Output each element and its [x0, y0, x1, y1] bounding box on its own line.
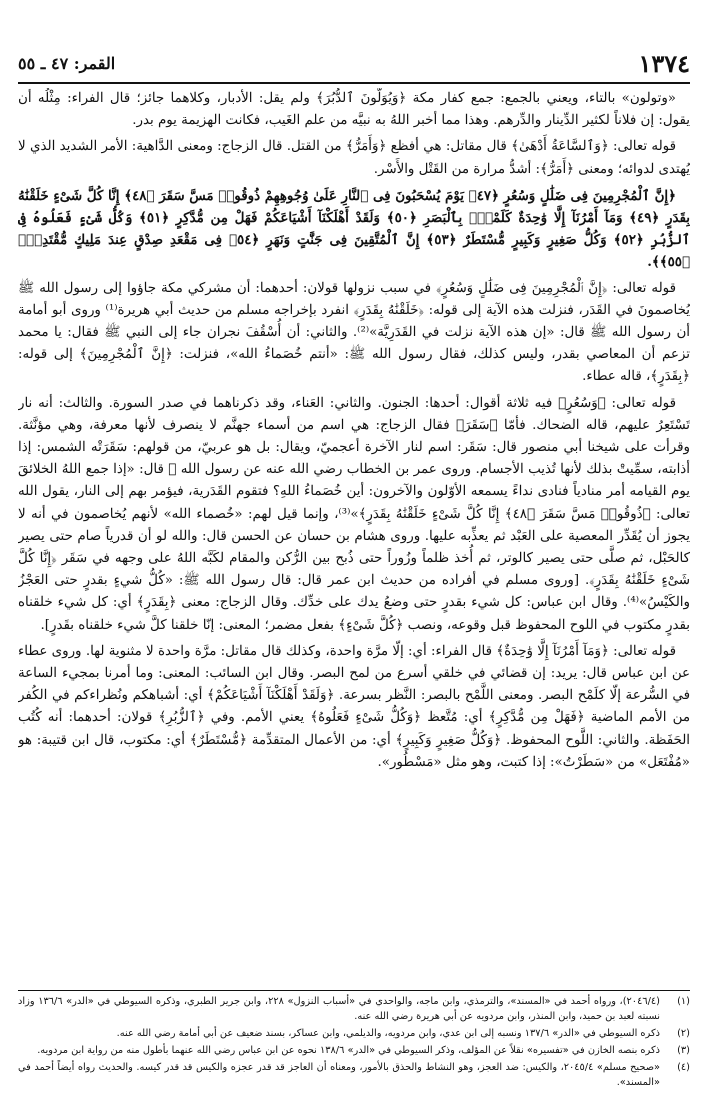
footnote-2	[18, 1026, 690, 1041]
footnote-text: «صحيح مسلم» ٢٠٤٥/٤، والكيس: ضد العجز، وهو النشاط والحذق بالأمور، ومعناه أن العاجز قد قدر عجزه والكيس قد قدر كيسه. والحديث رواه أيضاً أحمد في «المسند».	[18, 1062, 661, 1088]
paragraph-2: قوله تعالى: ﴿وَٱلسَّاعَةُ أَدْهَىٰ﴾ قال مقاتل: هي أفظع ﴿وَأَمَرُّ﴾ من القتل. قال الزجاج: ومعنى الدَّاهية: الأمر الشديد الذي لا يُهتدى لدوائه؛ ومعنى ﴿أَمَرُّ﴾: أشدُّ مرارة من القَتْل والأَسْر.	[18, 139, 690, 177]
header-divider	[18, 82, 690, 84]
footnote-3	[18, 1043, 690, 1058]
page-number: ١٣٧٤	[638, 48, 690, 78]
footnote-number: (٤)	[677, 1062, 690, 1073]
paragraph-3: قوله تعالى: ﴿إِنَّ ٱلْمُجْرِمِينَ فِى ضَلَٰلٍ وَسُعُرٍ﴾ في سبب نزولها قولان: أحدهما: أن مشركي مكة جاؤوا إلى رسول الله ﷺ يُخاصمونَ في القَدَر، فنزلت هذه الآية إلى قوله: ﴿خَلَقْنَٰهُ بِقَدَرٍ﴾ انفرد بإخراجه مسلم من حديث أبي هريرة⁽¹⁾ وروى أبو أمامة أن رسول الله ﷺ قال: «إن هذه الآية نزلت في القَدَرِيَّة»⁽²⁾. والثاني: أن أُسْقُفَ نجران جاء إلى النبي ﷺ فقال: يا محمد تزعم أن المعاصي بقدر، وليس كذلك، فقال رسول الله ﷺ: «أنتم خُصَماءُ الله»، فنزلت: ﴿إِنَّ ٱلْمُجْرِمِينَ﴾ إلى قوله: ﴿بِقَدَرٍ﴾، قاله عطاء.	[18, 280, 690, 385]
footnote-divider	[18, 990, 690, 991]
paragraph-5: قوله تعالى: ﴿وَمَآ أَمْرُنَآ إِلَّا وَٰحِدَةٌ﴾ قال الفراء: أي: إلّا مرَّة واحدة، وكذلك قال مقاتل: مرَّة واحدة لا مثنوية لها. وروى عطاء عن ابن عباس قال: يريد: إن قضائي في خلقي أسرع من لمح البصر. وقال ابن السائب: المعنى: وما أمرنا بمجيء الساعة في السُّرعة إلّا كلَمْح البصر. ومعنى اللَّمْح بالبصر: النَّظر بسرعة. ﴿وَلَقَدْ أَهْلَكْنَآ أَشْيَاعَكُمْ﴾ أي: أشباهكم ونُظراءكم في الكُفر من الأمم الماضية ﴿فَهَلْ مِن مُّدَّكِرٍ﴾ أي: مُتَّعظ ﴿وَكُلُّ شَىْءٍ فَعَلُوهُ﴾ يعني الأمم. وفي ﴿ٱلزُّبُرِ﴾ قولان: أحدهما: أنه كُتُب الحَفَظة. والثاني: اللَّوح المحفوظ. ﴿وَكُلُّ صَغِيرٍ وَكَبِيرٍ﴾ أي: من الأعمال المتقدِّمة ﴿مُّسْتَطَرٌ﴾ أي: مكتوب، قال ابن قتيبة: هو «مُفْتَعَل» من «سَطَرْتُ»: إذا كتبت، وهو مثل «مَسْطُور».	[18, 643, 690, 770]
footnote-text: ذكره بنصه الخازن في «تفسيره» نقلاً عن المؤلف، وذكر السيوطي في «الدر» ١٣٨/٦ نحوه عن ابن عباس رضي الله عنهما بأطول منه من رواية ابن مردويه.	[37, 1045, 660, 1056]
footnotes	[18, 994, 690, 1099]
commentary-body	[18, 88, 690, 986]
paragraph-1: «وتولون» بالتاء، ويعني بالجمع: جمع كفار مكة ﴿وَيُوَلُّونَ ٱلدُّبُرَ﴾ ولم يقل: الأدبار، وكلاهما جائز؛ قال الفراء: مِثْلُه أن يقول: إن فلاناً لكثير الدِّينار والدِّرهم. وهذا مما أخبر اللهُ به نبيَّه من علم الغَيب، فكانت الهزيمة يوم بدر.	[18, 91, 690, 129]
footnote-number: (٢)	[677, 1028, 690, 1039]
page-header	[18, 48, 690, 78]
footnote-text: (٢٠٤٦/٤)، ورواه أحمد في «المسند»، والترمذي، وابن ماجه، والواحدي في «أسباب النزول» ٢٢٨، وابن جرير الطبري، وذكره السيوطي في «الدر» ١٣٦/٦ وزاد نسبته لعبد بن حميد، وابن المنذر، وابن مردويه عن أبي هريرة رضي الله عنه.	[18, 996, 660, 1022]
footnote-text: ذكره السيوطي في «الدر» ١٣٧/٦ ونسبه إلى ابن عدي، وابن مردويه، والديلمي، وابن عساكر، بسند ضعيف عن أبي أمامة رضي الله عنه.	[116, 1028, 660, 1039]
footnote-number: (١)	[677, 996, 690, 1007]
quran-verses-block: ﴿إِنَّ ٱلْمُجْرِمِينَ فِى ضَلَٰلٍ وَسُعُرٍ ﴿٤٧﴾ يَوْمَ يُسْحَبُونَ فِى ٱلنَّارِ عَلَىٰ وُجُوهِهِمْ ذُوقُوا۟ مَسَّ سَقَرَ ﴿٤٨﴾ إِنَّا كُلَّ شَىْءٍ خَلَقْنَٰهُ بِقَدَرٍ ﴿٤٩﴾ وَمَآ أَمْرُنَآ إِلَّا وَٰحِدَةٌ كَلَمْحٍۭ بِٱلْبَصَرِ ﴿٥٠﴾ وَلَقَدْ أَهْلَكْنَآ أَشْيَاعَكُمْ فَهَلْ مِن مُّدَّكِرٍ ﴿٥١﴾ وَكُلُّ شَىْءٍ فَعَلُوهُ فِى ٱلزُّبُرِ ﴿٥٢﴾ وَكُلُّ صَغِيرٍ وَكَبِيرٍ مُّسْتَطَرٌ ﴿٥٣﴾ إِنَّ ٱلْمُتَّقِينَ فِى جَنَّٰتٍ وَنَهَرٍ ﴿٥٤﴾ فِى مَقْعَدِ صِدْقٍ عِندَ مَلِيكٍ مُّقْتَدِرٍۭ ﴿٥٥﴾﴾.	[18, 187, 690, 271]
footnote-number: (٣)	[677, 1045, 690, 1056]
paragraph-4: قوله تعالى: ﴿وَسُعُرٍ﴾ فيه ثلاثة أقوال: أحدها: الجنون. والثاني: العَناء، وقد ذكرناهما في صدر السورة. والثالث: أنه نار تَسْتَعِرُ عليهم، قاله الضحاك. فأمّا ﴿سَقَرَ﴾ فقال الزجاج: هي اسم من أسماء جهنَّم لا ينصرف لأنها معرفة، وهي مؤنَّثة. وقرأت على شيخنا أبي منصور قال: سَقَر: اسم لنار الآخرة أعجميّ، ويقال: بل هو عربيّ، من قولهم: سَقَرَتْه الشمس: إذا أذابته، سمِّيتْ بذلك لأنها تُذيب الأجسام. وروى عمر بن الخطاب رضي الله عنه عن رسول الله ﷺ قال: «إذا جمع اللهُ الخلائقَ يوم القيامه أمر منادياً فنادى نداءً يسمعه الأوّلون والآخرون: أين خُصَماءُ اللهِ؟ فتقوم القَدَرية، فيؤمر بهم إلى النار، يقول الله تعالى: ﴿ذُوقُوا۟ مَسَّ سَقَرَ ﴿٤٨﴾ إِنَّا كُلَّ شَىْءٍ خَلَقْنَٰهُ بِقَدَرٍ﴾»⁽³⁾، وإنما قيل لهم: «خُصماء الله» لأنهم يُخاصمون في أنه لا يجوز أن يُقَدِّر المعصية على العَبْد ثم يعذِّبه عليها. وروى هشام بن حسان عن الحسن قال: والله لو أن قدرياً صام حتى يصير كالحَبْل، ثم صلَّى حتى يصير كالوتر، ثم أُخذ ظلماً وزُوراً حتى ذُبح بين الرُّكن والمقام لكَبَّه اللهُ على وجهه في سَقَر ﴿إِنَّا كُلَّ شَىْءٍ خَلَقْنَٰهُ بِقَدَرٍ﴾. [وروى مسلم في أفراده من حديث ابن عمر قال: قال رسول الله ﷺ: «كُلُّ شيءٍ بقدرٍ حتى العَجْزُ والكَيْسُ»⁽⁴⁾. وقال ابن عباس: كل شيء بقدرٍ حتى وضعُ يدك على خدِّك. وقال الزجاج: معنى ﴿بِقَدَرٍ﴾ أي: كل شيء خلقناه بقدرٍ مكتوب في اللوح المحفوظ قبل وقوعه، ونصب ﴿كُلَّ شَىْءٍ﴾ بفعل مضمر؛ المعنى: إنّا خلقنا كلَّ شيء خلقناه بقَدرٍ].	[18, 395, 690, 633]
footnote-4	[18, 1060, 690, 1090]
surah-reference: القمر: ٤٧ ـ ٥٥	[18, 53, 116, 73]
footnote-1	[18, 994, 690, 1024]
